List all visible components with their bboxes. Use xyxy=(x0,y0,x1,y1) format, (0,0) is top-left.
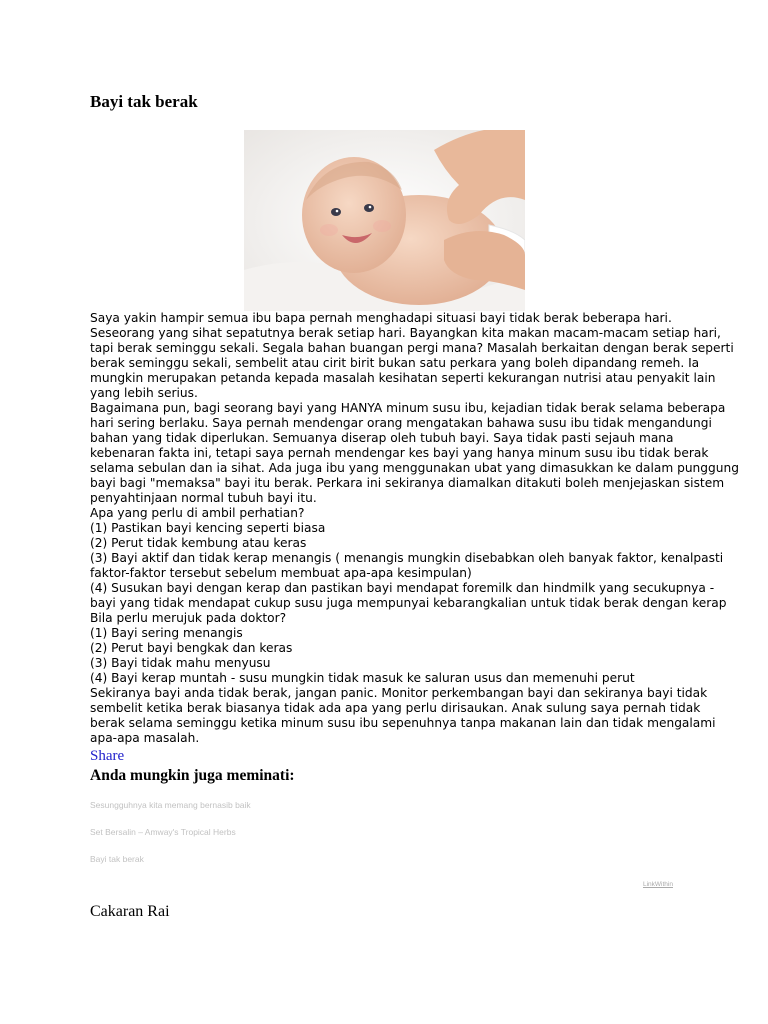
body-line: (4) Susukan bayi dengan kerap dan pastikan bayi mendapat foremilk dan hindmilk yang secukupnya - xyxy=(90,581,715,595)
body-line: tapi berak seminggu sekali. Segala bahan buangan pergi mana? Masalah berkaitan dengan berak seperti xyxy=(90,341,734,355)
body-line: faktor-faktor tersebut sebelum membuat apa-apa kesimpulan) xyxy=(90,566,472,580)
body-line: (3) Bayi tidak mahu menyusu xyxy=(90,656,271,670)
related-posts-heading: Anda mungkin juga meminati: xyxy=(90,767,295,784)
body-line: berak selama seminggu ketika minum susu ibu sepenuhnya tanpa makanan lain dan tidak mengalami xyxy=(90,716,716,730)
body-line: apa-apa masalah. xyxy=(90,731,200,745)
body-line: sembelit ketika berak biasanya tidak ada apa yang perlu dirisaukan. Anak sulung saya pernah tidak xyxy=(90,701,701,715)
section-heading: Cakaran Rai xyxy=(90,903,170,920)
post-body xyxy=(90,311,739,746)
body-line: hari sering berlaku. Saya pernah mendengar orang mengatakan bahawa susu ibu tidak mengandungi xyxy=(90,416,712,430)
body-line: Bagaimana pun, bagi seorang bayi yang HANYA minum susu ibu, kejadian tidak berak selama beberapa xyxy=(90,401,726,415)
linkwithin-widget-link[interactable]: LinkWithin xyxy=(643,881,673,888)
body-line: (2) Perut bayi bengkak dan keras xyxy=(90,641,293,655)
body-line: bahan yang tidak diperlukan. Semuanya diserap oleh tubuh bayi. Saya tidak pasti sejauh mana xyxy=(90,431,674,445)
body-line: bayi bagi "memaksa" bayi itu berak. Perkara ini sekiranya diamalkan ditakuti boleh menjejaskan sistem xyxy=(90,476,725,490)
body-line: Seseorang yang sihat sepatutnya berak setiap hari. Bayangkan kita makan macam-macam setiap hari, xyxy=(90,326,721,340)
body-line: berak seminggu sekali, sembelit atau cirit birit bukan satu perkara yang boleh dipandang remeh. Ia xyxy=(90,356,700,370)
related-post-link[interactable]: Set Bersalin – Amway's Tropical Herbs xyxy=(90,827,236,837)
body-line: (3) Bayi aktif dan tidak kerap menangis ( menangis mungkin disebabkan oleh banyak faktor, kenalpasti xyxy=(90,551,724,565)
body-line: Apa yang perlu di ambil perhatian? xyxy=(90,506,305,520)
body-line: kebenaran fakta ini, tetapi saya pernah mendengar kes bayi yang hanya minum susu ibu tidak berak xyxy=(90,446,709,460)
body-line: yang lebih serius. xyxy=(90,386,198,400)
body-line: (1) Bayi sering menangis xyxy=(90,626,243,640)
share-link[interactable]: Share xyxy=(90,748,125,764)
body-line: mungkin merupakan petanda kepada masalah kesihatan seperti kekurangan nutrisi atau penyakit lain xyxy=(90,371,716,385)
body-line: (4) Bayi kerap muntah - susu mungkin tidak masuk ke saluran usus dan memenuhi perut xyxy=(90,671,635,685)
post-title: Bayi tak berak xyxy=(90,92,198,111)
body-line: (2) Perut tidak kembung atau keras xyxy=(90,536,307,550)
body-line: bayi yang tidak mendapat cukup susu juga mempunyai kebarangkalian untuk tidak berak dengan kerap xyxy=(90,596,727,610)
related-post-link[interactable]: Sesungguhnya kita memang bernasib baik xyxy=(90,800,251,810)
body-line: penyahtinjaan normal tubuh bayi itu. xyxy=(90,491,317,505)
body-line: Sekiranya bayi anda tidak berak, jangan panic. Monitor perkembangan bayi dan sekiranya bayi tidak xyxy=(90,686,708,700)
baby-photo xyxy=(244,130,525,311)
body-line: Saya yakin hampir semua ibu bapa pernah menghadapi situasi bayi tidak berak beberapa hari. xyxy=(90,311,672,325)
related-post-link[interactable]: Bayi tak berak xyxy=(90,854,144,864)
body-line: selama sebulan dan ia sihat. Ada juga ibu yang menggunakan ubat yang dimasukkan ke dalam punggung xyxy=(90,461,739,475)
body-line: Bila perlu merujuk pada doktor? xyxy=(90,611,287,625)
body-line: (1) Pastikan bayi kencing seperti biasa xyxy=(90,521,326,535)
